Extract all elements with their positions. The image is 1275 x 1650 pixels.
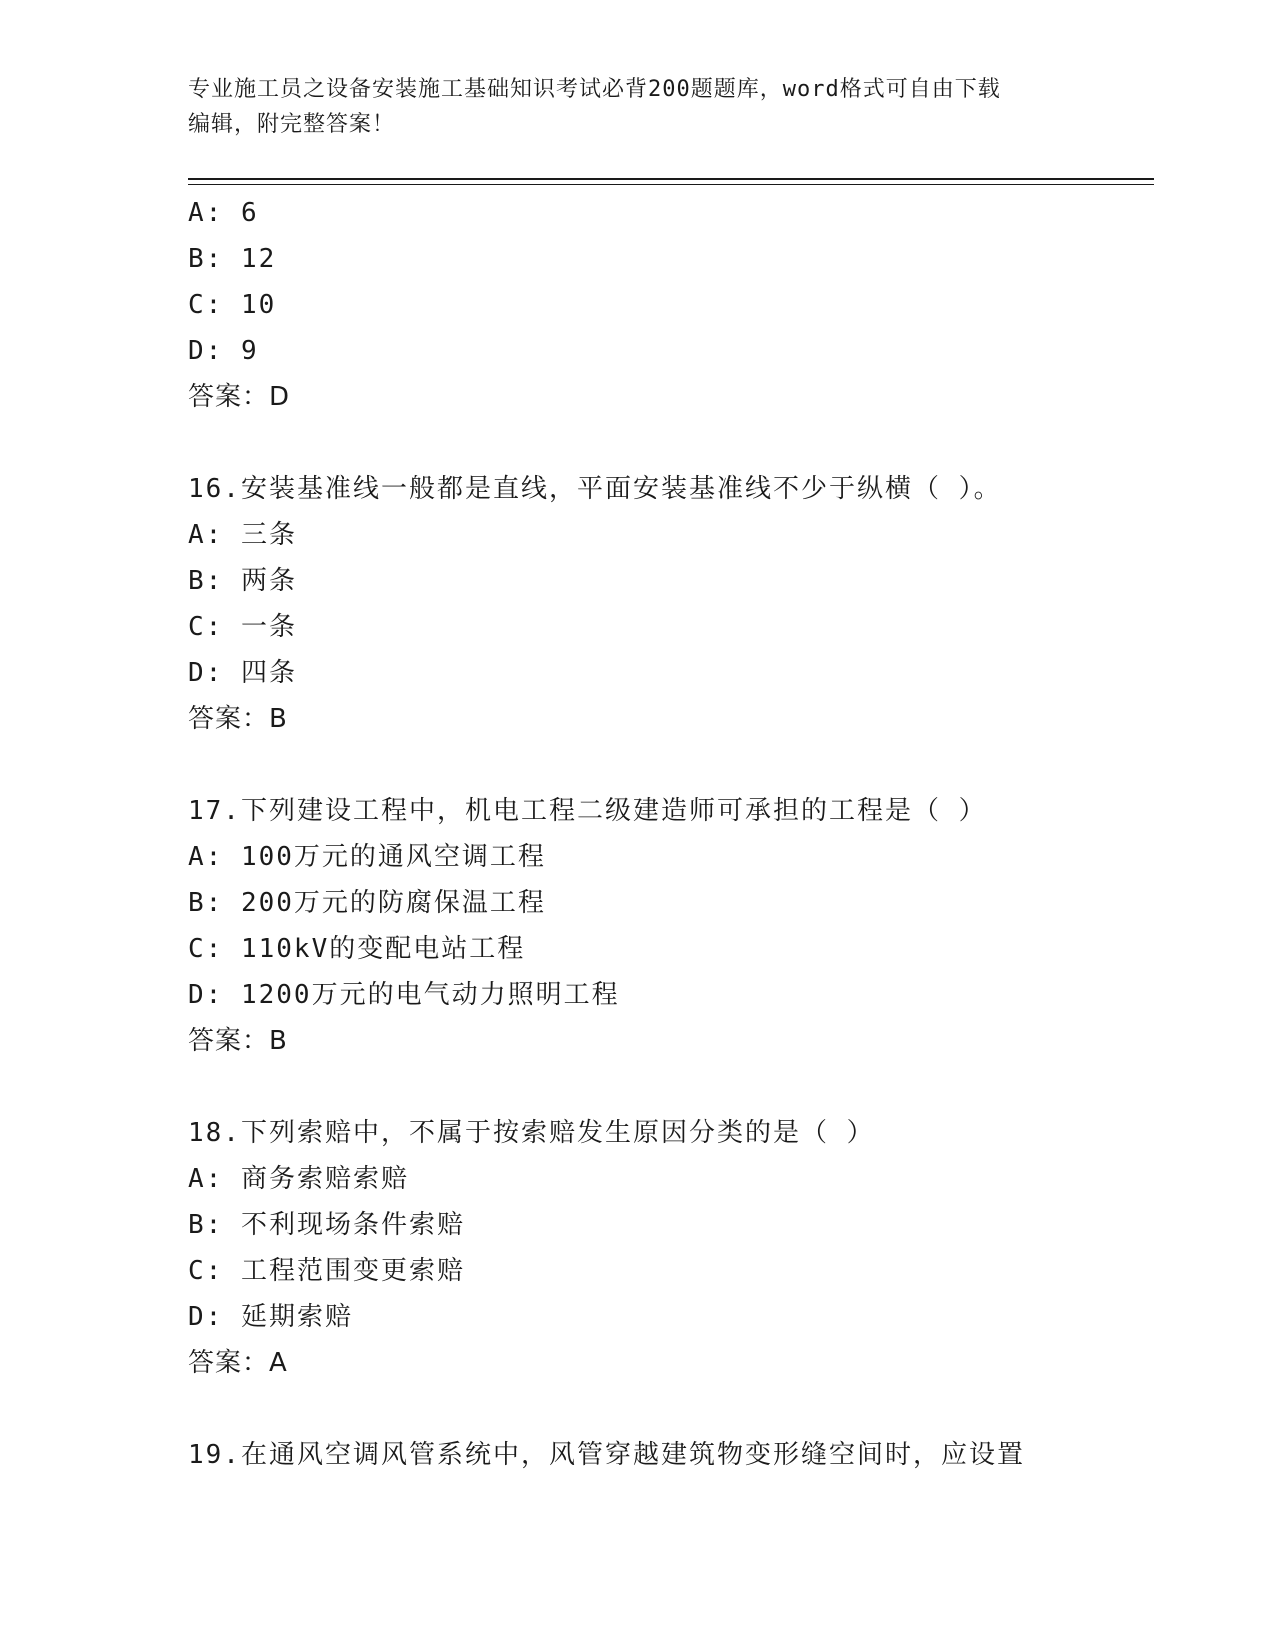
question-stem: 17.下列建设工程中，机电工程二级建造师可承担的工程是（ ）	[188, 796, 987, 826]
spacer	[188, 420, 1154, 466]
question-17	[188, 788, 1154, 1064]
question-stem: 16.安装基准线一般都是直线，平面安装基准线不少于纵横（ ）。	[188, 474, 1002, 504]
option-a: A: 100万元的通风空调工程	[188, 842, 546, 872]
option-c: C: 工程范围变更索赔	[188, 1256, 465, 1286]
option-b: B: 12	[188, 244, 277, 274]
option-a: A: 三条	[188, 520, 297, 550]
option-d: D: 延期索赔	[188, 1302, 353, 1332]
question-list	[188, 190, 1154, 1478]
spacer	[188, 1064, 1154, 1110]
option-c: C: 110kV的变配电站工程	[188, 934, 526, 964]
question-15	[188, 190, 1154, 420]
option-d: D: 1200万元的电气动力照明工程	[188, 980, 620, 1010]
option-a: A: 6	[188, 198, 259, 228]
header-line-2: 编辑，附完整答案！	[188, 112, 396, 137]
question-19	[188, 1432, 1154, 1478]
document-header	[188, 72, 1078, 142]
header-line-1: 专业施工员之设备安装施工基础知识考试必背200题题库，word格式可自由下载	[188, 77, 1001, 102]
question-16	[188, 466, 1154, 742]
answer-line: 答案：B	[188, 704, 288, 734]
spacer	[188, 1386, 1154, 1432]
option-c: C: 10	[188, 290, 277, 320]
question-stem: 18.下列索赔中，不属于按索赔发生原因分类的是（ ）	[188, 1118, 875, 1148]
spacer	[188, 742, 1154, 788]
header-divider-thick	[188, 178, 1154, 180]
answer-line: 答案：B	[188, 1026, 288, 1056]
option-c: C: 一条	[188, 612, 297, 642]
header-divider-thin	[188, 184, 1154, 185]
answer-line: 答案：D	[188, 382, 291, 412]
question-18	[188, 1110, 1154, 1386]
option-d: D: 四条	[188, 658, 297, 688]
option-a: A: 商务索赔索赔	[188, 1164, 409, 1194]
option-b: B: 200万元的防腐保温工程	[188, 888, 546, 918]
option-d: D: 9	[188, 336, 259, 366]
option-b: B: 两条	[188, 566, 297, 596]
option-b: B: 不利现场条件索赔	[188, 1210, 465, 1240]
answer-line: 答案：A	[188, 1348, 288, 1378]
question-stem: 19.在通风空调风管系统中，风管穿越建筑物变形缝空间时，应设置	[188, 1440, 1025, 1470]
